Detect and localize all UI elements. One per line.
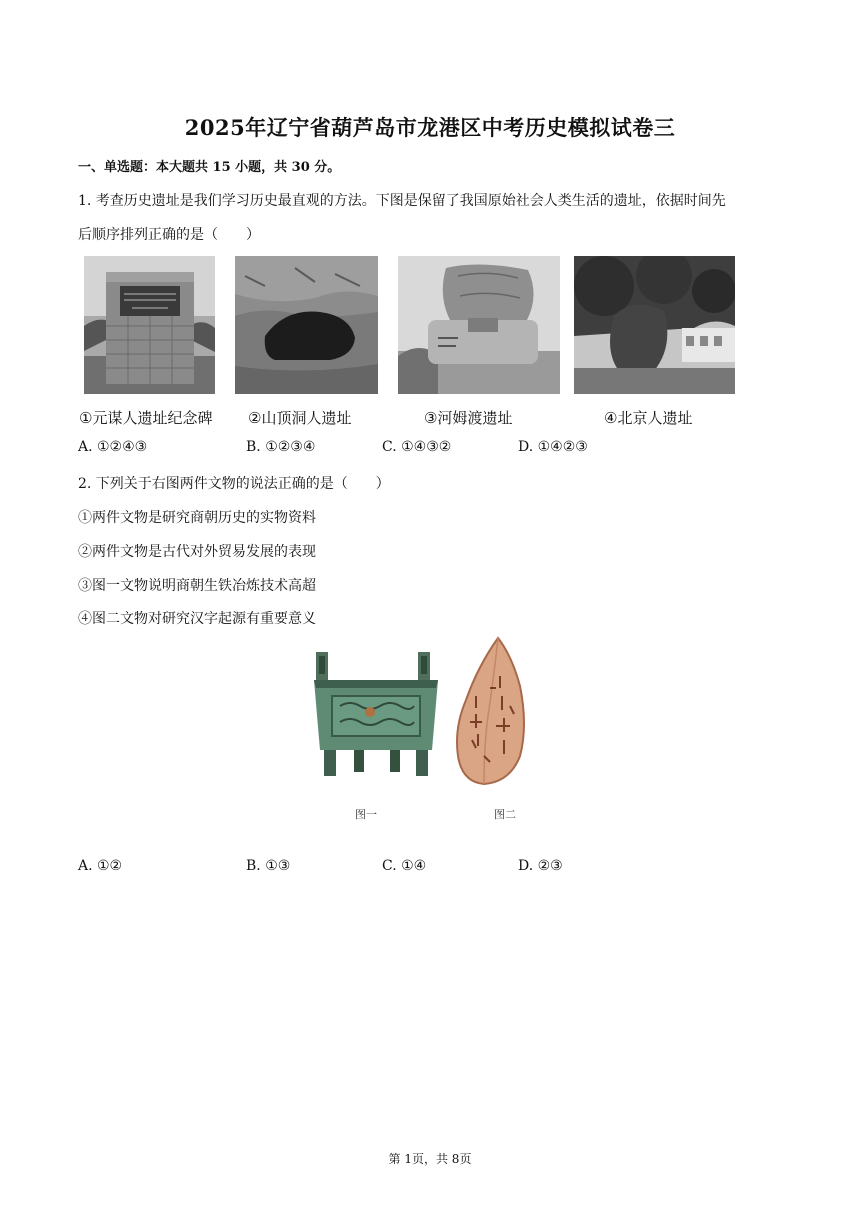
beijingren-site-photo [574,256,735,394]
hemudu-site-photo [398,256,560,394]
shandingdong-site-photo [235,256,378,394]
q2-option-b[interactable]: B. ①③ [246,858,291,874]
page-title: 2025年辽宁省葫芦岛市龙港区中考历史模拟试卷三 [184,115,676,140]
photo-caption-3: ③河姆渡遗址 [424,409,513,427]
photo-caption-1: ①元谋人遗址纪念碑 [79,409,213,427]
q1-option-c[interactable]: C. ①④③② [382,439,452,455]
q2-statement-4: ④图二文物对研究汉字起源有重要意义 [78,611,316,627]
q1-stem-line1: 1. 考查历史遗址是我们学习历史最直观的方法。下图是保留了我国原始社会人类生活的遗址，依据时间先 [78,193,726,209]
photo-caption-2: ②山顶洞人遗址 [248,409,352,427]
q2-option-d[interactable]: D. ②③ [518,858,563,874]
section-heading: 一、单选题：本大题共 15 小题，共 30 分。 [78,160,341,175]
photo-caption-4: ④北京人遗址 [604,409,693,427]
q1-option-d[interactable]: D. ①④②③ [518,439,588,455]
page-footer: 第 1页，共 8页 [388,1152,472,1166]
figure-caption-1: 图一 [355,808,377,821]
q2-option-a[interactable]: A. ①② [78,858,123,874]
q2-statement-1: ①两件文物是研究商朝历史的实物资料 [78,510,316,526]
q1-option-a[interactable]: A. ①②④③ [78,439,148,455]
yuanmou-site-photo [84,256,215,394]
bronze-ding-figure [310,650,442,780]
q2-statement-3: ③图一文物说明商朝生铁冶炼技术高超 [78,578,316,594]
q2-statement-2: ②两件文物是古代对外贸易发展的表现 [78,544,316,560]
q1-stem-line2: 后顺序排列正确的是（ ） [78,227,260,243]
figure-caption-2: 图二 [494,808,516,821]
q2-option-c[interactable]: C. ①④ [382,858,427,874]
q2-stem: 2. 下列关于右图两件文物的说法正确的是（ ） [78,476,390,492]
oracle-bone-figure [454,636,529,786]
q1-option-b[interactable]: B. ①②③④ [246,439,316,455]
